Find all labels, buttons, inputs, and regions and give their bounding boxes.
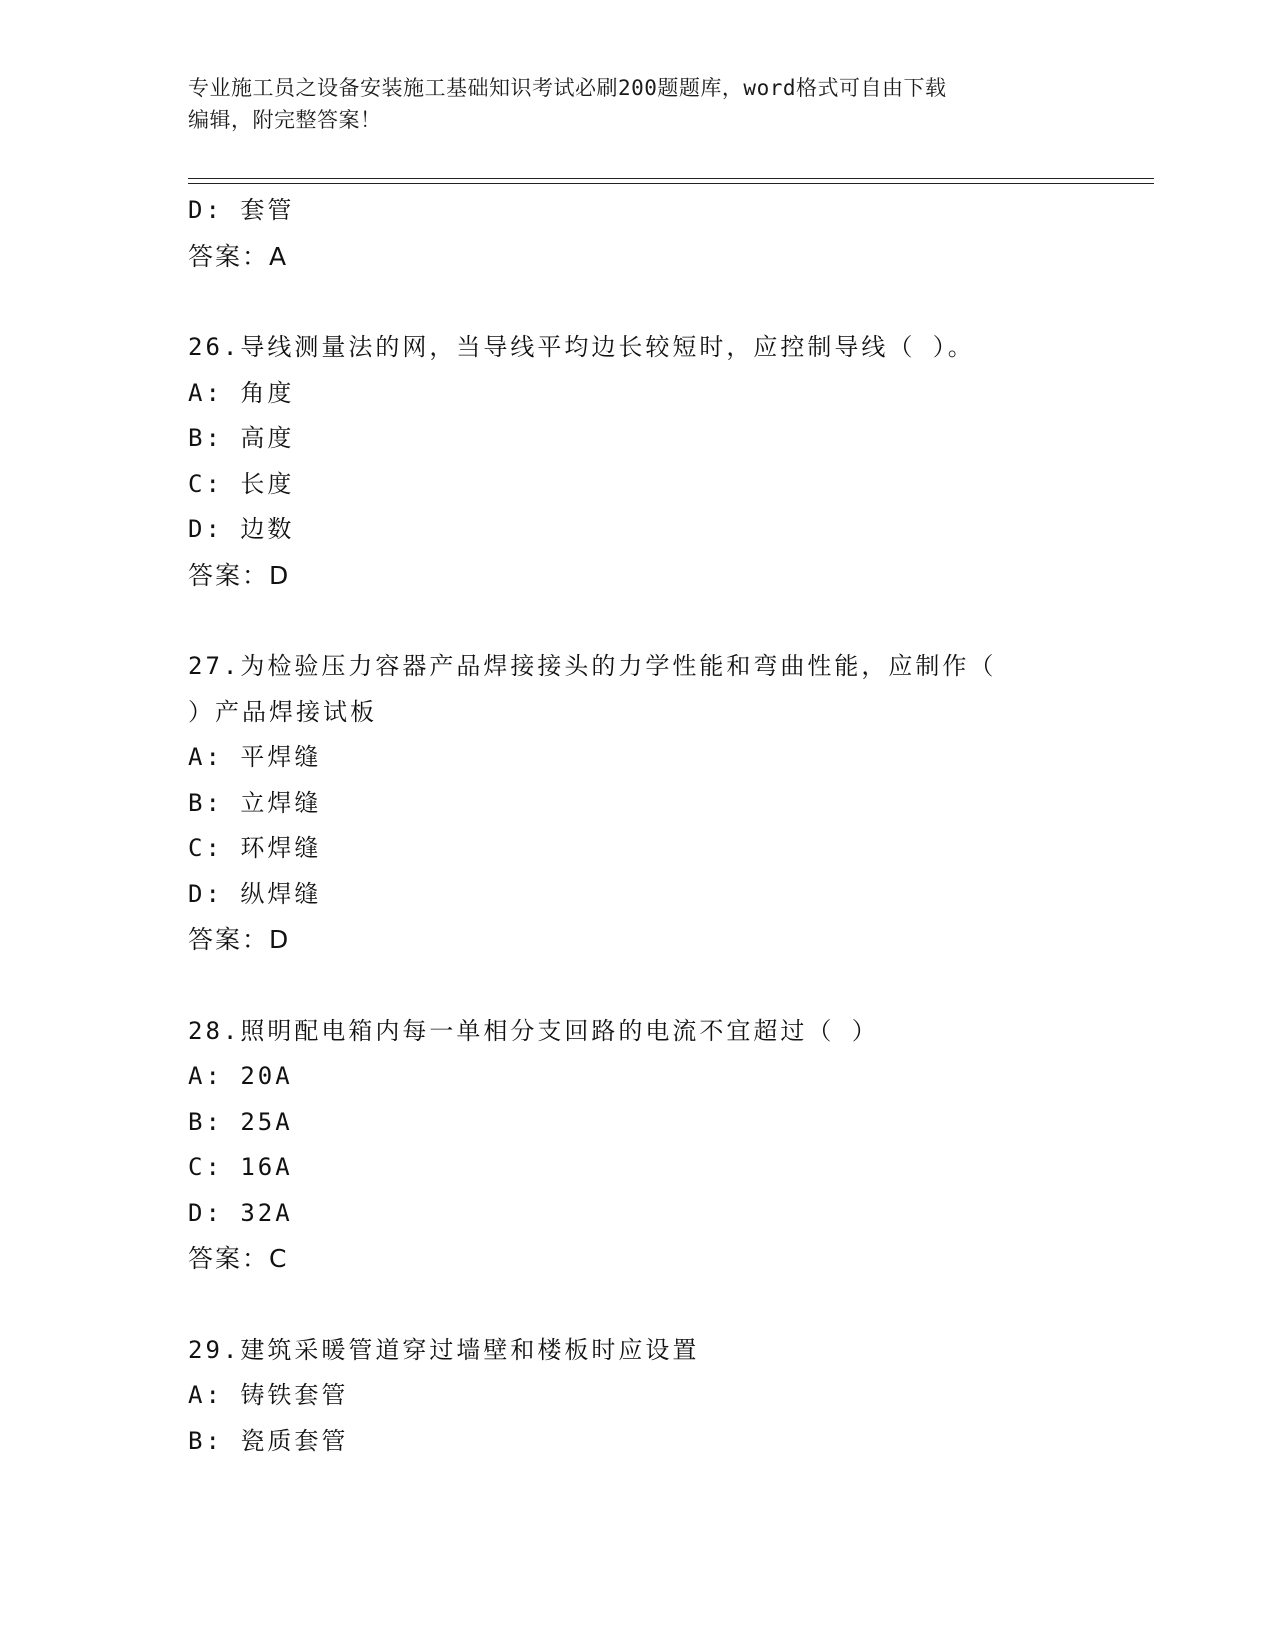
question-stem: 26.导线测量法的网，当导线平均边长较短时，应控制导线（ ）。	[188, 333, 975, 361]
question-stem-continued: ）产品焊接试板	[188, 697, 377, 726]
option-a: A: 铸铁套管	[188, 1381, 349, 1409]
question-block	[188, 644, 1088, 963]
spacer	[188, 963, 1088, 1009]
option-a: A: 角度	[188, 378, 295, 407]
option-b: B: 25A	[188, 1107, 293, 1136]
header-line-1: 专业施工员之设备安装施工基础知识考试必刷200题题库，word格式可自由下载	[188, 76, 947, 100]
document-header	[188, 72, 1068, 136]
option-b: B: 立焊缝	[188, 788, 322, 817]
question-stem: 27.为检验压力容器产品焊接接头的力学性能和弯曲性能，应制作（	[188, 652, 997, 680]
answer-line: 答案：D	[188, 925, 291, 954]
option-a: A: 平焊缝	[188, 743, 322, 771]
option-c: C: 长度	[188, 469, 295, 498]
option-d: D: 套管	[188, 196, 295, 224]
option-b: B: 高度	[188, 424, 295, 452]
header-divider-top	[188, 178, 1154, 179]
option-c: C: 16A	[188, 1153, 293, 1181]
question-block	[188, 325, 1088, 598]
option-d: D: 纵焊缝	[188, 879, 322, 908]
answer-line: 答案：A	[188, 241, 289, 271]
spacer	[188, 1282, 1088, 1328]
header-line-2: 编辑，附完整答案！	[188, 108, 382, 132]
spacer	[188, 598, 1088, 644]
option-d: D: 32A	[188, 1198, 293, 1227]
question-block	[188, 1328, 1088, 1465]
option-b: B: 瓷质套管	[188, 1426, 349, 1455]
question-stem: 28.照明配电箱内每一单相分支回路的电流不宜超过（ ）	[188, 1016, 879, 1045]
question-block	[188, 1009, 1088, 1282]
option-d: D: 边数	[188, 515, 295, 543]
option-c: C: 环焊缝	[188, 834, 322, 862]
question-list	[188, 188, 1088, 1464]
spacer	[188, 279, 1088, 325]
header-divider-bottom	[188, 183, 1154, 184]
answer-line: 答案：C	[188, 1244, 289, 1273]
question-stem: 29.建筑采暖管道穿过墙壁和楼板时应设置	[188, 1335, 700, 1364]
answer-line: 答案：D	[188, 560, 291, 590]
option-a: A: 20A	[188, 1062, 293, 1090]
